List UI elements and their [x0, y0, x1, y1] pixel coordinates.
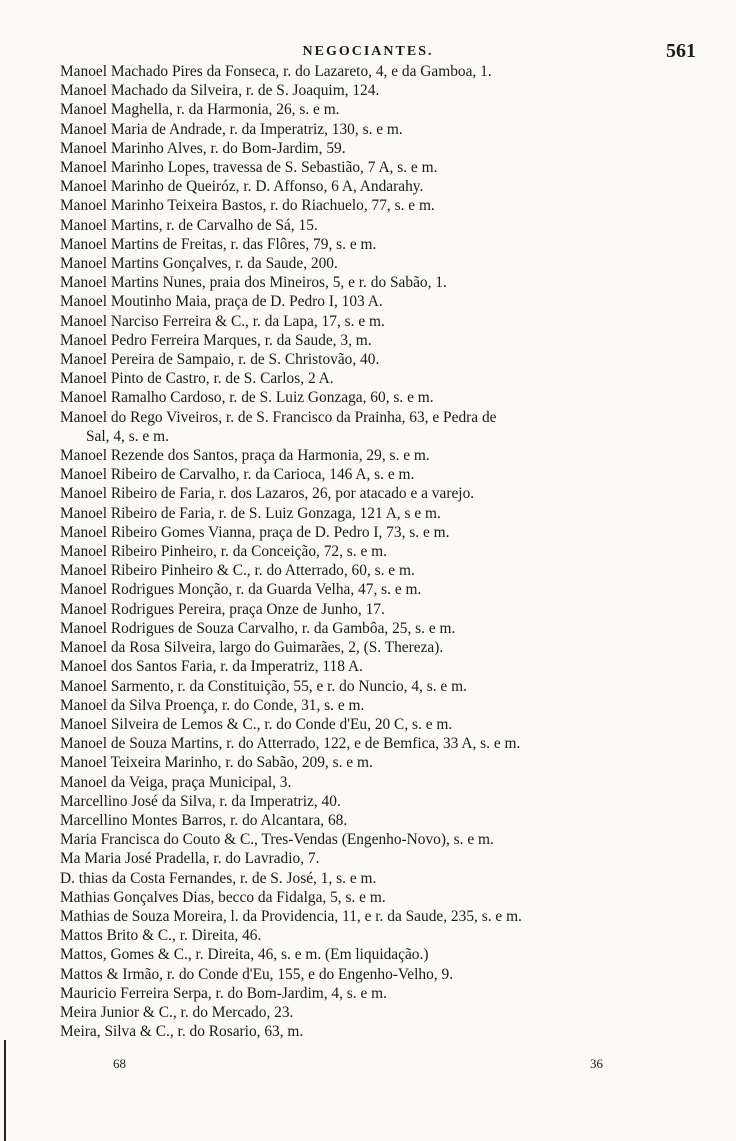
folio-number: 36	[590, 1056, 603, 1071]
directory-entry: Manoel Silveira de Lemos & C., r. do Conde d'Eu, 20 C, s. e m.	[60, 715, 453, 733]
directory-entry: Manoel Maria de Andrade, r. da Imperatriz, 130, s. e m.	[60, 120, 403, 138]
directory-entry: Manoel Martins, r. de Carvalho de Sá, 15.	[60, 216, 318, 234]
directory-entry: Manoel Teixeira Marinho, r. do Sabão, 209, s. e m.	[60, 754, 373, 772]
directory-entry: Manoel Ribeiro de Faria, r. de S. Luiz Gonzaga, 121 A, s e m.	[60, 504, 441, 522]
directory-entry: Manoel Machado da Silveira, r. de S. Joaquim, 124.	[60, 82, 380, 100]
directory-entry: Meira Junior & C., r. do Mercado, 23.	[60, 1003, 294, 1021]
directory-entry: Manoel Rodrigues de Souza Carvalho, r. da Gambôa, 25, s. e m.	[60, 619, 456, 637]
directory-list	[60, 62, 710, 1041]
directory-entry: Manoel Ribeiro Pinheiro, r. da Conceição, 72, s. e m.	[60, 543, 387, 561]
directory-entry: D. thias da Costa Fernandes, r. de S. José, 1, s. e m.	[60, 869, 377, 887]
directory-entry: Manoel da Rosa Silveira, largo do Guimarães, 2, (S. Thereza).	[60, 639, 444, 657]
directory-entry: Manoel Pereira de Sampaio, r. de S. Christovão, 40.	[60, 351, 380, 369]
directory-entry: Manoel Pedro Ferreira Marques, r. da Saude, 3, m.	[60, 331, 372, 349]
directory-entry: Manoel Ribeiro de Carvalho, r. da Carioca, 146 A, s. e m.	[60, 466, 415, 484]
directory-entry: Manoel Pinto de Castro, r. de S. Carlos, 2 A.	[60, 370, 334, 388]
directory-entry: Maria Francisca do Couto & C., Tres-Vendas (Engenho-Novo), s. e m.	[60, 831, 494, 849]
directory-entry: Manoel Ribeiro de Faria, r. dos Lazaros, 26, por atacado e a varejo.	[60, 485, 475, 503]
directory-entry: Manoel Marinho Alves, r. do Bom-Jardim, 59.	[60, 139, 346, 157]
directory-entry: Mattos & Irmão, r. do Conde d'Eu, 155, e do Engenho-Velho, 9.	[60, 965, 454, 983]
page-footer	[0, 1056, 736, 1076]
directory-entry: Manoel Martins Gonçalves, r. da Saude, 200.	[60, 255, 338, 273]
directory-entry: Manoel Ribeiro Pinheiro & C., r. do Atterrado, 60, s. e m.	[60, 562, 415, 580]
page-title: NEGOCIANTES.	[302, 44, 434, 59]
margin-rule	[4, 1040, 6, 1141]
directory-entry: Mathias de Souza Moreira, l. da Providencia, 11, e r. da Saude, 235, s. e m.	[60, 907, 522, 925]
page-number: 561	[666, 40, 696, 62]
directory-entry: Mattos, Gomes & C., r. Direita, 46, s. e m. (Em liquidação.)	[60, 946, 429, 964]
directory-entry: Manoel Rodrigues Monção, r. da Guarda Velha, 47, s. e m.	[60, 581, 422, 599]
directory-entry: Manoel Maghella, r. da Harmonia, 26, s. e m.	[60, 101, 340, 119]
directory-entry: Manoel de Souza Martins, r. do Atterrado, 122, e de Bemfica, 33 A, s. e m.	[60, 735, 521, 753]
directory-entry: Manoel Marinho de Queiróz, r. D. Affonso, 6 A, Andarahy.	[60, 178, 424, 196]
directory-entry: Meira, Silva & C., r. do Rosario, 63, m.	[60, 1023, 304, 1041]
directory-entry: Sal, 4, s. e m.	[86, 427, 169, 445]
directory-entry: Manoel Ribeiro Gomes Vianna, praça de D. Pedro I, 73, s. e m.	[60, 523, 450, 541]
directory-entry: Ma Maria José Pradella, r. do Lavradio, 7.	[60, 850, 320, 868]
directory-entry: Manoel da Veiga, praça Municipal, 3.	[60, 773, 292, 791]
directory-entry: Manoel Moutinho Maia, praça de D. Pedro I, 103 A.	[60, 293, 383, 311]
directory-entry: Mauricio Ferreira Serpa, r. do Bom-Jardim, 4, s. e m.	[60, 984, 387, 1002]
directory-entry: Manoel dos Santos Faria, r. da Imperatriz, 118 A.	[60, 658, 363, 676]
directory-entry: Manoel do Rego Viveiros, r. de S. Francisco da Prainha, 63, e Pedra de	[60, 408, 497, 426]
directory-entry: Mattos Brito & C., r. Direita, 46.	[60, 927, 262, 945]
directory-entry: Manoel Sarmento, r. da Constituição, 55, e r. do Nuncio, 4, s. e m.	[60, 677, 467, 695]
directory-entry: Manoel da Silva Proença, r. do Conde, 31, s. e m.	[60, 696, 365, 714]
directory-entry: Marcellino José da Silva, r. da Imperatriz, 40.	[60, 792, 341, 810]
directory-entry: Mathias Gonçalves Dias, becco da Fidalga, 5, s. e m.	[60, 888, 386, 906]
directory-entry: Manoel Ramalho Cardoso, r. de S. Luiz Gonzaga, 60, s. e m.	[60, 389, 434, 407]
page-header	[0, 40, 736, 64]
directory-entry: Manoel Martins de Freitas, r. das Flôres, 79, s. e m.	[60, 235, 377, 253]
directory-entry: Manoel Rezende dos Santos, praça da Harmonia, 29, s. e m.	[60, 447, 430, 465]
directory-entry: Manoel Marinho Teixeira Bastos, r. do Riachuelo, 77, s. e m.	[60, 197, 435, 215]
directory-entry: Marcellino Montes Barros, r. do Alcantara, 68.	[60, 811, 348, 829]
directory-entry: Manoel Rodrigues Pereira, praça Onze de Junho, 17.	[60, 600, 385, 618]
directory-entry: Manoel Machado Pires da Fonseca, r. do Lazareto, 4, e da Gamboa, 1.	[60, 63, 492, 80]
directory-entry: Manoel Marinho Lopes, travessa de S. Sebastião, 7 A, s. e m.	[60, 159, 438, 177]
signature-mark: 68	[113, 1056, 126, 1071]
directory-entry: Manoel Narciso Ferreira & C., r. da Lapa, 17, s. e m.	[60, 312, 385, 330]
directory-entry: Manoel Martins Nunes, praia dos Mineiros, 5, e r. do Sabão, 1.	[60, 274, 447, 292]
